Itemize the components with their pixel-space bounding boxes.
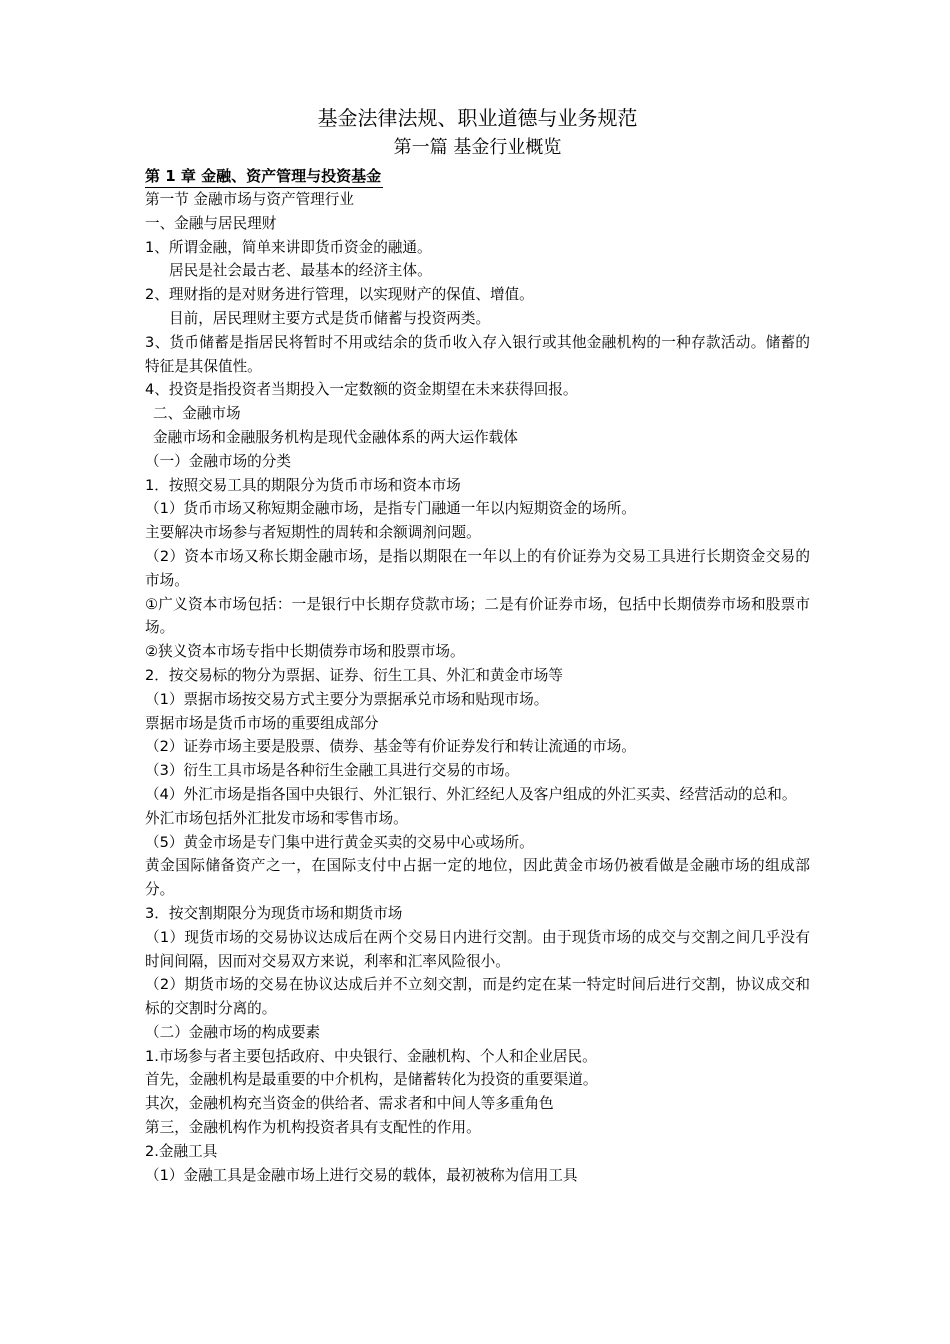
paragraph: （1）金融工具是金融市场上进行交易的载体，最初被称为信用工具 [145,1166,578,1184]
paragraph: 4、投资是指投资者当期投入一定数额的资金期望在未来获得回报。 [145,381,578,399]
paragraph: 首先，金融机构是最重要的中介机构，是储蓄转化为投资的重要渠道。 [145,1071,598,1089]
paragraph: ②狭义资本市场专指中长期债券市场和股票市场。 [145,643,465,661]
document-body [145,103,810,1187]
paragraph: 黄金国际储备资产之一，在国际支付中占据一定的地位，因此黄金市场仍被看做是金融市场的组成部分。 [145,857,810,899]
paragraph: 目前，居民理财主要方式是货币储蓄与投资两类。 [169,309,491,327]
paragraph: 外汇市场包括外汇批发市场和零售市场。 [145,809,408,827]
subsection-heading: 二、金融市场 [153,405,241,423]
paragraph: （2）证券市场主要是股票、债券、基金等有价证券发行和转让流通的市场。 [145,738,636,756]
paragraph-heading: （二）金融市场的构成要素 [145,1023,321,1041]
paragraph: （5）黄金市场是专门集中进行黄金买卖的交易中心或场所。 [145,833,534,851]
paragraph: （2）资本市场又称长期金融市场，是指以期限在一年以上的有价证券为交易工具进行长期资金交易的市场。 [145,547,810,589]
document-title: 基金法律法规、职业道德与业务规范 [317,106,638,130]
part-title: 第一篇 基金行业概览 [393,137,562,158]
paragraph: 2.金融工具 [145,1142,218,1160]
section-heading: 第一节 金融市场与资产管理行业 [145,191,354,208]
paragraph: 2、理财指的是对财务进行管理，以实现财产的保值、增值。 [145,286,534,304]
chapter-heading: 第 1 章 金融、资产管理与投资基金 [145,165,383,188]
paragraph: （2）期货市场的交易在协议达成后并不立刻交割，而是约定在某一特定时间后进行交割，协议成交和标的交割时分离的。 [145,976,810,1018]
paragraph: 3．按交割期限分为现货市场和期货市场 [145,904,403,922]
paragraph: （4）外汇市场是指各国中央银行、外汇银行、外汇经纪人及客户组成的外汇买卖、经营活动的总和。 [145,785,797,803]
paragraph: 2．按交易标的物分为票据、证券、衍生工具、外汇和黄金市场等 [145,666,563,684]
paragraph: 3、货币储蓄是指居民将暂时不用或结余的货币收入存入银行或其他金融机构的一种存款活动。储蓄的特征是其保值性。 [145,333,810,375]
paragraph: 1、所谓金融，简单来讲即货币资金的融通。 [145,238,432,256]
paragraph: （1）现货市场的交易协议达成后在两个交易日内进行交割。由于现货市场的成交与交割之间几乎没有时间间隔，因而对交易双方来说，利率和汇率风险很小。 [145,928,810,970]
paragraph-heading: （一）金融市场的分类 [145,452,291,470]
paragraph: （1）票据市场按交易方式主要分为票据承兑市场和贴现市场。 [145,690,549,708]
paragraph: 1.市场参与者主要包括政府、中央银行、金融机构、个人和企业居民。 [145,1047,597,1065]
subsection-heading: 一、金融与居民理财 [145,214,277,232]
paragraph: 其次，金融机构充当资金的供给者、需求者和中间人等多重角色 [145,1095,554,1113]
paragraph: 票据市场是货币市场的重要组成部分 [145,714,379,732]
paragraph: ①广义资本市场包括：一是银行中长期存贷款市场；二是有价证券市场，包括中长期债券市场和股票市场。 [145,595,810,637]
paragraph: （3）衍生工具市场是各种衍生金融工具进行交易的市场。 [145,762,520,780]
paragraph: 主要解决市场参与者短期性的周转和余额调剂问题。 [145,524,481,542]
paragraph: 1．按照交易工具的期限分为货币市场和资本市场 [145,476,461,494]
paragraph: 第三，金融机构作为机构投资者具有支配性的作用。 [145,1119,481,1137]
paragraph: （1）货币市场又称短期金融市场，是指专门融通一年以内短期资金的场所。 [145,500,636,518]
paragraph: 金融市场和金融服务机构是现代金融体系的两大运作载体 [153,428,518,446]
paragraph: 居民是社会最古老、最基本的经济主体。 [169,262,432,280]
